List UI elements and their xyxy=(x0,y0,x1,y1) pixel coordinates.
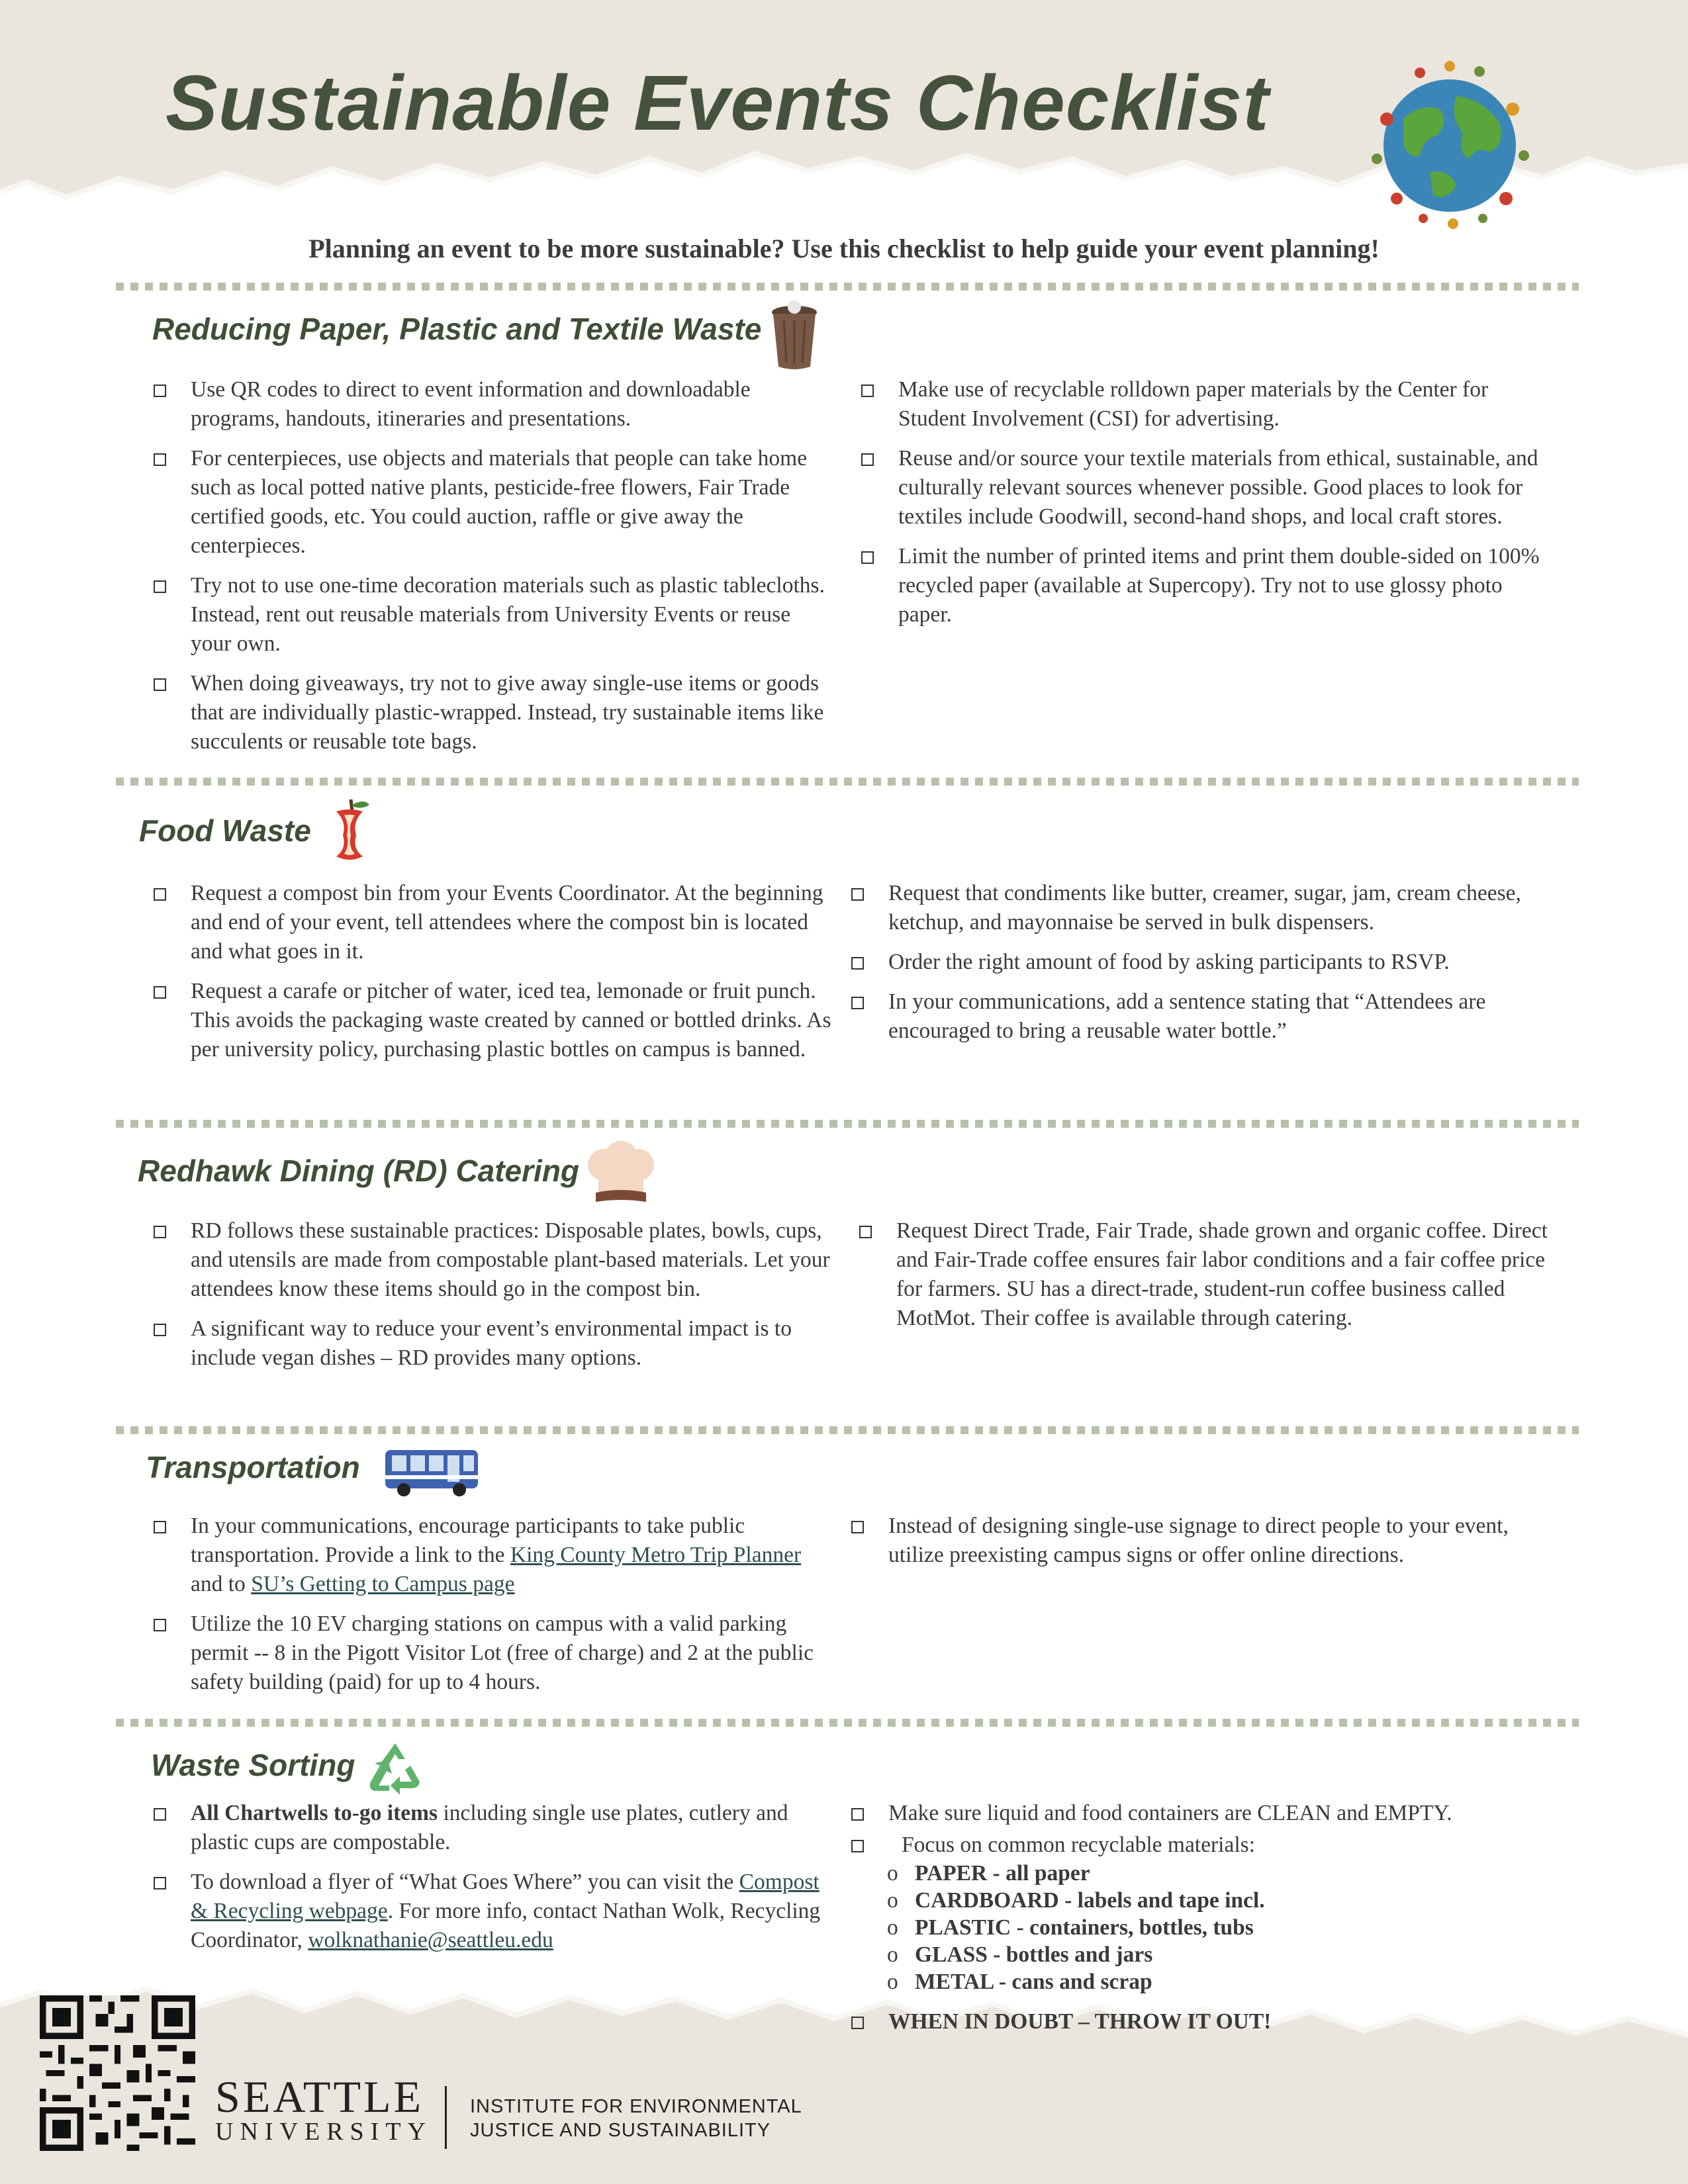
checkbox[interactable] xyxy=(154,580,166,593)
trash-can-icon xyxy=(768,298,821,371)
checkbox[interactable] xyxy=(861,551,874,564)
checklist-item[interactable]: Reuse and/or source your textile materials from ethical, sustainable, and culturally relevant sources whenever possible. Good places to look for textiles include Goodwill, second-hand shops, and local craft stores. xyxy=(859,444,1560,531)
checkbox[interactable] xyxy=(859,1226,872,1238)
checklist-item[interactable]: WHEN IN DOUBT – THROW IT OUT! xyxy=(849,2007,1564,2036)
material-item: o GLASS - bottles and jars xyxy=(887,1942,1153,1967)
checkbox[interactable] xyxy=(154,1808,166,1821)
section-divider xyxy=(116,1120,1579,1128)
checklist-item[interactable]: Utilize the 10 EV charging stations on campus with a valid parking permit -- 8 in the Pigott Visitor Lot (free of charge) and 2 at the public safety building (paid) for up to 4 hours. xyxy=(151,1610,833,1697)
reducing-right-column xyxy=(859,375,1560,640)
compost-recycling-link[interactable]: Compost & Recycling webpage xyxy=(191,1870,820,1923)
catering-left-column xyxy=(151,1216,833,1383)
transport-left-column xyxy=(151,1512,833,1707)
checklist-item[interactable]: A significant way to reduce your event’s environmental impact is to include vegan dishes – RD provides many options. xyxy=(151,1314,833,1373)
section-heading-reducing: Reducing Paper, Plastic and Textile Waste xyxy=(152,312,762,346)
checkbox[interactable] xyxy=(154,1521,166,1533)
checklist-item[interactable]: In your communications, add a sentence stating that “Attendees are encouraged to bring a reusable water bottle.” xyxy=(849,987,1564,1046)
recycle-icon xyxy=(365,1739,425,1795)
checklist-item[interactable]: RD follows these sustainable practices: Disposable plates, bowls, cups, and utensils are made from compostable plant-based materials. Let your attendees know these items should go in the compost bin. xyxy=(151,1216,833,1304)
apple-core-icon xyxy=(323,796,376,870)
checkbox[interactable] xyxy=(861,453,874,466)
globe-icon xyxy=(1357,46,1542,232)
section-heading-food: Food Waste xyxy=(139,813,311,848)
checkbox[interactable] xyxy=(154,453,166,466)
section-divider xyxy=(116,778,1579,786)
checklist-item[interactable]: For centerpieces, use objects and materials that people can take home such as local potted native plants, pesticide-free flowers, Fair Trade certified goods, etc. You could auction, raffle or give away the centerpieces. xyxy=(151,444,833,561)
checkbox[interactable] xyxy=(154,888,166,901)
chef-hat-icon xyxy=(583,1140,659,1206)
section-heading-catering: Redhawk Dining (RD) Catering xyxy=(138,1154,580,1188)
checkbox[interactable] xyxy=(851,997,864,1009)
checkbox[interactable] xyxy=(851,2017,864,2029)
checklist-item[interactable]: Make sure liquid and food containers are CLEAN and EMPTY. xyxy=(849,1799,1564,1828)
checkbox[interactable] xyxy=(851,957,864,970)
checklist-item[interactable]: Instead of designing single-use signage to direct people to your event, utilize preexisting campus signs or offer online directions. xyxy=(849,1512,1557,1570)
checkbox[interactable] xyxy=(154,678,166,691)
checkbox[interactable] xyxy=(154,1324,166,1336)
transport-right-column xyxy=(849,1512,1557,1580)
section-divider xyxy=(116,1719,1579,1727)
section-divider xyxy=(116,1426,1579,1434)
page-title: Sustainable Events Checklist xyxy=(165,60,1270,147)
food-left-column xyxy=(151,879,833,1075)
food-right-column xyxy=(849,879,1564,1056)
checkbox[interactable] xyxy=(154,1877,166,1889)
checklist-item[interactable]: Request Direct Trade, Fair Trade, shade grown and organic coffee. Direct and Fair-Trade coffee ensures fair labor conditions and a fair coffee price for farmers. SU has a direct-trade, student-run coffee business called MotMot. Their coffee is available through catering. xyxy=(857,1216,1558,1333)
getting-to-campus-link[interactable]: SU’s Getting to Campus page xyxy=(251,1572,515,1596)
king-county-metro-link[interactable]: King County Metro Trip Planner xyxy=(510,1543,802,1567)
material-item: o CARDBOARD - labels and tape incl. xyxy=(887,1888,1265,1913)
checklist-item[interactable]: To download a flyer of “What Goes Where” you can visit the Compost & Recycling webpage. For more info, contact Nathan Wolk, Recycling Coordinator, wolknathanie@seattleu.edu xyxy=(151,1868,833,1955)
section-divider xyxy=(116,283,1579,291)
sorting-left-column xyxy=(151,1799,833,1966)
checklist-item[interactable]: When doing giveaways, try not to give away single-use items or goods that are individually plastic-wrapped. Instead, try sustainable items like succulents or reusable tote bags. xyxy=(151,669,833,756)
checkbox[interactable] xyxy=(851,888,864,901)
logo-divider xyxy=(445,2086,447,2149)
page-subtitle: Planning an event to be more sustainable? Use this checklist to help guide your event planning! xyxy=(308,234,1380,263)
section-heading-transport: Transportation xyxy=(146,1450,360,1484)
checkbox[interactable] xyxy=(154,986,166,999)
section-heading-sorting: Waste Sorting xyxy=(151,1748,355,1782)
material-item: o PAPER - all paper xyxy=(887,1861,1090,1886)
checklist-item[interactable]: Request a carafe or pitcher of water, iced tea, lemonade or fruit punch. This avoids the packaging waste created by canned or bottled drinks. As per university policy, purchasing plastic bottles on campus is banned. xyxy=(151,977,833,1064)
checklist-item[interactable]: Try not to use one-time decoration materials such as plastic tablecloths. Instead, rent out reusable materials from University Events or reuse your own. xyxy=(151,571,833,659)
checkbox[interactable] xyxy=(154,1226,166,1238)
checkbox[interactable] xyxy=(154,1619,166,1631)
institute-name: INSTITUTE FOR ENVIRONMENTAL JUSTICE AND SUSTAINABILITY xyxy=(470,2096,802,2141)
material-item: o METAL - cans and scrap xyxy=(887,1970,1152,1994)
checklist-item[interactable]: Request that condiments like butter, creamer, sugar, jam, cream cheese, ketchup, and mayonnaise be served in bulk dispensers. xyxy=(849,879,1564,937)
checkbox[interactable] xyxy=(851,1840,864,1852)
qr-code-icon[interactable] xyxy=(40,1995,195,2151)
material-item: o PLASTIC - containers, bottles, tubs xyxy=(887,1915,1254,1940)
reducing-left-column xyxy=(151,375,833,767)
checkbox[interactable] xyxy=(861,385,874,397)
checklist-item[interactable]: Request a compost bin from your Events Coordinator. At the beginning and end of your event, tell attendees where the compost bin is located and what goes in it. xyxy=(151,879,833,966)
sorting-right-column xyxy=(849,1799,1564,2047)
checkbox[interactable] xyxy=(851,1808,864,1821)
checklist-item[interactable]: In your communications, encourage participants to take public transportation. Provide a link to the King County Metro Trip Planner and to SU’s Getting to Campus page xyxy=(151,1512,833,1599)
checklist-item[interactable]: Use QR codes to direct to event information and downloadable programs, handouts, itineraries and presentations. xyxy=(151,375,833,433)
checklist-item[interactable]: Order the right amount of food by asking participants to RSVP. xyxy=(849,948,1564,977)
checklist-item[interactable]: Limit the number of printed items and print them double-sided on 100% recycled paper (available at Supercopy). Try not to use glossy photo paper. xyxy=(859,542,1560,629)
checklist-item[interactable]: All Chartwells to-go items including single use plates, cutlery and plastic cups are compostable. xyxy=(151,1799,833,1857)
seattle-university-logo: SEATTLE UNIVERSITY xyxy=(215,2071,432,2146)
bus-icon xyxy=(383,1446,482,1499)
checklist-item[interactable]: Focus on common recyclable materials: xyxy=(849,1831,1564,1860)
checkbox[interactable] xyxy=(154,385,166,397)
checkbox[interactable] xyxy=(851,1521,864,1533)
email-link[interactable]: wolknathanie@seattleu.edu xyxy=(308,1928,553,1952)
checklist-item[interactable]: Make use of recyclable rolldown paper materials by the Center for Student Involvement (CSI) for advertising. xyxy=(859,375,1560,433)
catering-right-column xyxy=(857,1216,1558,1343)
